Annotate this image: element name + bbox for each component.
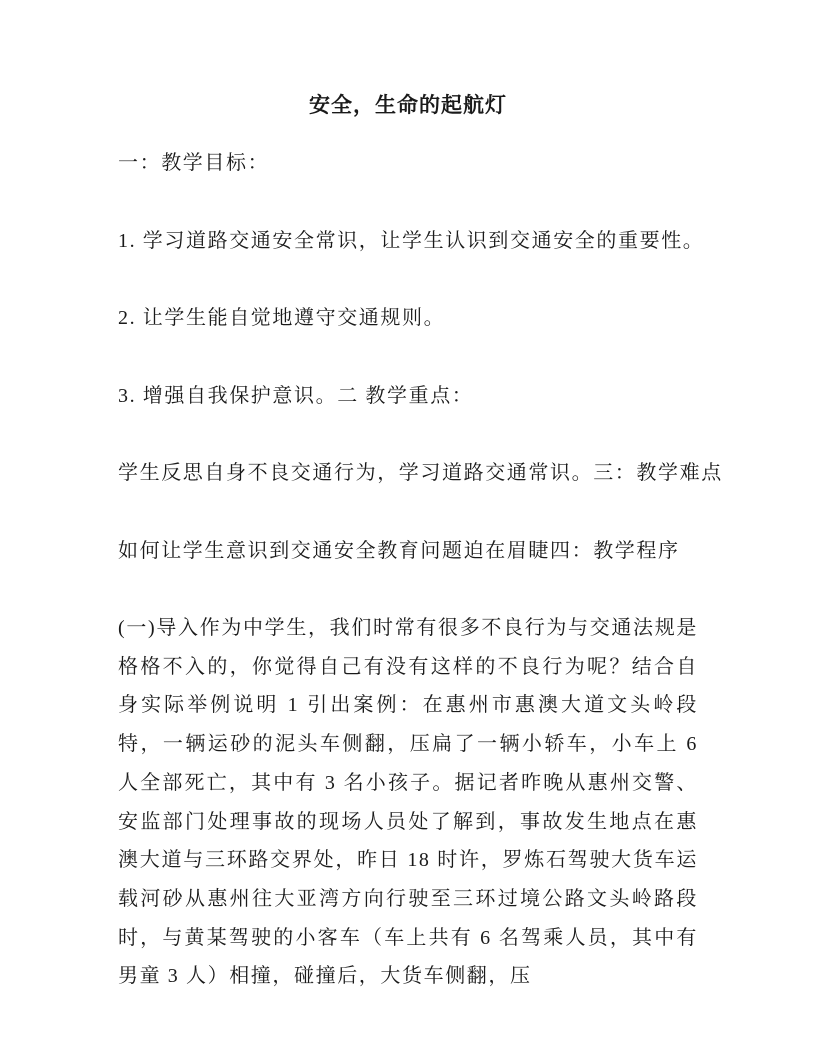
objective-item-1: 1. 学习道路交通安全常识，让学生认识到交通安全的重要性。 xyxy=(118,229,705,252)
objective-item-2: 2. 让学生能自觉地遵守交通规则。 xyxy=(118,307,446,329)
teaching-objectives-heading: 一：教学目标： xyxy=(118,152,270,174)
document-title: 安全，生命的起航灯 xyxy=(309,93,507,117)
key-points-and-difficulties-heading: 学生反思自身不良交通行为，学习道路交通常识。三：教学难点 xyxy=(118,462,723,484)
lesson-introduction-paragraph: (一)导入作为中学生，我们时常有很多不良行为与交通法规是格格不入的，你觉得自己有没有这样的不良行为呢？结合自身实际举例说明 1 引出案例：在惠州市惠澳大道文头岭段特，一辆运砂的泥头车侧翻，压扁了一辆小轿车，小车上 6 人全部死亡，其中有 3 名小孩子。据记者昨晚从惠州交警、安监部门处理事故的现场人员处了解到，事故发生地点在惠澳大道与三环路交界处，昨日 18 时许，罗炼石驾驶大货车运载河砂从惠州往大亚湾方向行驶至三环过境公路文头岭路段时，与黄某驾驶的小客车（车上共有 6 名驾乘人员，其中有男童 3 人）相撞，碰撞后，大货车侧翻，压 xyxy=(118,617,698,988)
objective-item-3-and-key-points-heading: 3. 增强自我保护意识。二 教学重点： xyxy=(118,384,474,407)
difficulties-and-procedure-heading: 如何让学生意识到交通安全教育问题迫在眉睫四：教学程序 xyxy=(118,539,680,562)
